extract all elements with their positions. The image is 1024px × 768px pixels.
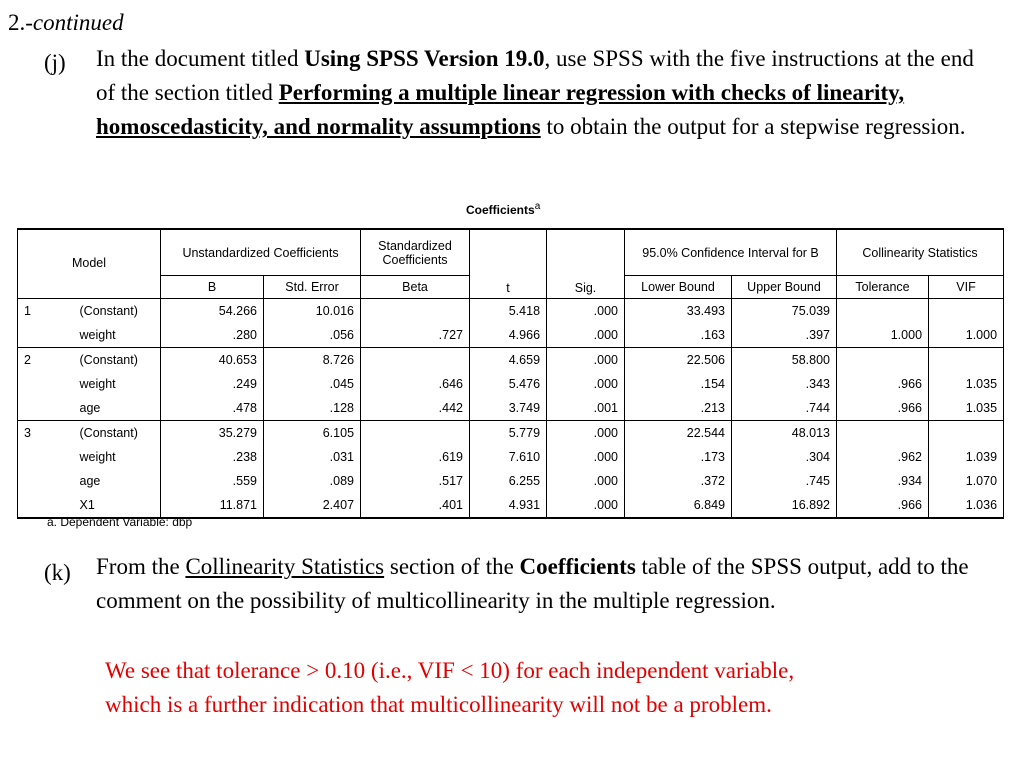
table-cell: .128 [264,396,361,421]
table-row [18,323,1004,348]
header-number: 2.- [8,10,33,35]
header-unstd: Unstandardized Coefficients [161,229,361,276]
answer-line-1: We see that tolerance > 0.10 (i.e., VIF < 10) for each independent variable, [105,658,795,683]
table-cell: .000 [547,372,625,396]
collinearity-section-ref: Collinearity Statistics [185,554,385,579]
header-lb: Lower Bound [625,276,732,299]
table-cell: 6.105 [264,421,361,446]
table-cell [18,469,74,493]
table-cell: .000 [547,469,625,493]
header-ub: Upper Bound [732,276,837,299]
table-cell: 22.544 [625,421,732,446]
table-cell: .559 [161,469,264,493]
table-cell [361,421,470,446]
table-cell: 48.013 [732,421,837,446]
table-cell: 1 [18,299,74,324]
table-cell: (Constant) [74,348,161,373]
table-cell: 5.779 [470,421,547,446]
table-cell: 16.892 [732,493,837,518]
table-cell: .397 [732,323,837,348]
table-cell: (Constant) [74,299,161,324]
table-cell: .045 [264,372,361,396]
slide-header [8,10,124,36]
table-row [18,396,1004,421]
table-cell: .238 [161,445,264,469]
table-cell: .619 [361,445,470,469]
table-cell: (Constant) [74,421,161,446]
header-model: Model [18,229,161,299]
table-cell [837,348,929,373]
table-row [18,372,1004,396]
table-cell [361,348,470,373]
table-cell [18,445,74,469]
table-cell [929,299,1004,324]
table-cell: 6.849 [625,493,732,518]
table-cell: .646 [361,372,470,396]
header-tol: Tolerance [837,276,929,299]
table-cell: 4.966 [470,323,547,348]
coefficients-ref: Coefficients [519,554,636,579]
table-cell [361,299,470,324]
table-cell: 1.035 [929,372,1004,396]
table-cell: .343 [732,372,837,396]
part-j-label: (j) [44,50,66,75]
table-cell: 22.506 [625,348,732,373]
table-cell: .089 [264,469,361,493]
table-cell: 5.418 [470,299,547,324]
table-cell: 7.610 [470,445,547,469]
table-cell: .000 [547,421,625,446]
table-cell: .966 [837,372,929,396]
table-cell: weight [74,372,161,396]
table-cell: 6.255 [470,469,547,493]
table-row [18,445,1004,469]
answer-text [105,654,1005,722]
table-cell: 4.931 [470,493,547,518]
table-cell: 75.039 [732,299,837,324]
table-cell: 2 [18,348,74,373]
table-cell: 3.749 [470,396,547,421]
table-cell: .173 [625,445,732,469]
table-row [18,299,1004,324]
table-cell: 1.000 [929,323,1004,348]
table-cell: age [74,396,161,421]
doc-title: Using SPSS Version 19.0 [304,46,545,71]
table-cell: weight [74,445,161,469]
table-cell: .372 [625,469,732,493]
table-cell: .031 [264,445,361,469]
table-cell: .280 [161,323,264,348]
table-cell: 33.493 [625,299,732,324]
table-cell: .744 [732,396,837,421]
table-cell: X1 [74,493,161,518]
table-cell: 5.476 [470,372,547,396]
header-ci: 95.0% Confidence Interval for B [625,229,837,276]
table-cell [929,421,1004,446]
table-cell: .727 [361,323,470,348]
table-cell: 1.000 [837,323,929,348]
table-cell [929,348,1004,373]
table-cell [18,372,74,396]
table-row [18,469,1004,493]
table-cell: 11.871 [161,493,264,518]
table-cell: .001 [547,396,625,421]
table-cell: age [74,469,161,493]
table-cell: .163 [625,323,732,348]
table-cell: weight [74,323,161,348]
table-cell: 1.036 [929,493,1004,518]
table-cell [18,323,74,348]
table-cell: .478 [161,396,264,421]
table-cell [18,396,74,421]
table-cell: .745 [732,469,837,493]
header-continued: continued [32,10,124,35]
table-cell: .056 [264,323,361,348]
header-vif: VIF [929,276,1004,299]
header-se: Std. Error [264,276,361,299]
table-cell: .000 [547,445,625,469]
table-cell: .000 [547,493,625,518]
table-cell: 4.659 [470,348,547,373]
table-cell: .000 [547,348,625,373]
table-cell: .154 [625,372,732,396]
table-cell [837,299,929,324]
table-cell: 1.035 [929,396,1004,421]
table-cell: 3 [18,421,74,446]
table-cell: .517 [361,469,470,493]
part-k-label: (k) [44,560,71,585]
table-cell: .000 [547,299,625,324]
table-cell: .966 [837,396,929,421]
table-cell: .966 [837,493,929,518]
table-cell: 40.653 [161,348,264,373]
table-cell: .000 [547,323,625,348]
table-cell: .304 [732,445,837,469]
table-cell: 10.016 [264,299,361,324]
coefficients-table [17,228,1003,519]
table-row [18,348,1004,373]
header-coll: Collinearity Statistics [837,229,1004,276]
section-title: Performing a multiple linear regression with checks of linearity, homoscedasticity, and normality assumptions [96,80,905,139]
table-cell: 1.039 [929,445,1004,469]
header-t: t [470,229,547,299]
table-cell: 35.279 [161,421,264,446]
table-cell [837,421,929,446]
table-cell: .442 [361,396,470,421]
table-cell: .213 [625,396,732,421]
table-cell: 8.726 [264,348,361,373]
part-k-text: From the Collinearity Statistics section of the Coefficients table of the SPSS output, add to the comment on the possibility of multicollinearity in the multiple regression. [96,554,969,613]
part-j-text: In the document titled Using SPSS Version 19.0, use SPSS with the five instructions at the end of the section titled Performing a multiple linear regression with checks of linearity, homoscedasticity, and normality assumptions to obtain the output for a stepwise regression. [96,46,974,139]
table-cell: 54.266 [161,299,264,324]
table-row [18,421,1004,446]
answer-line-2: which is a further indication that multicollinearity will not be a problem. [105,692,772,717]
table-cell: 1.070 [929,469,1004,493]
table-cell: .249 [161,372,264,396]
header-sig: Sig. [547,229,625,299]
table-cell: .401 [361,493,470,518]
header-b: B [161,276,264,299]
table-footnote: a. Dependent Variable: dbp [47,515,193,529]
table-cell: 58.800 [732,348,837,373]
header-std: Standardized Coefficients [361,229,470,276]
table-cell: .962 [837,445,929,469]
header-beta: Beta [361,276,470,299]
table-cell: .934 [837,469,929,493]
table-cell: 2.407 [264,493,361,518]
table-title: Coefficients$^a$ [466,201,541,217]
